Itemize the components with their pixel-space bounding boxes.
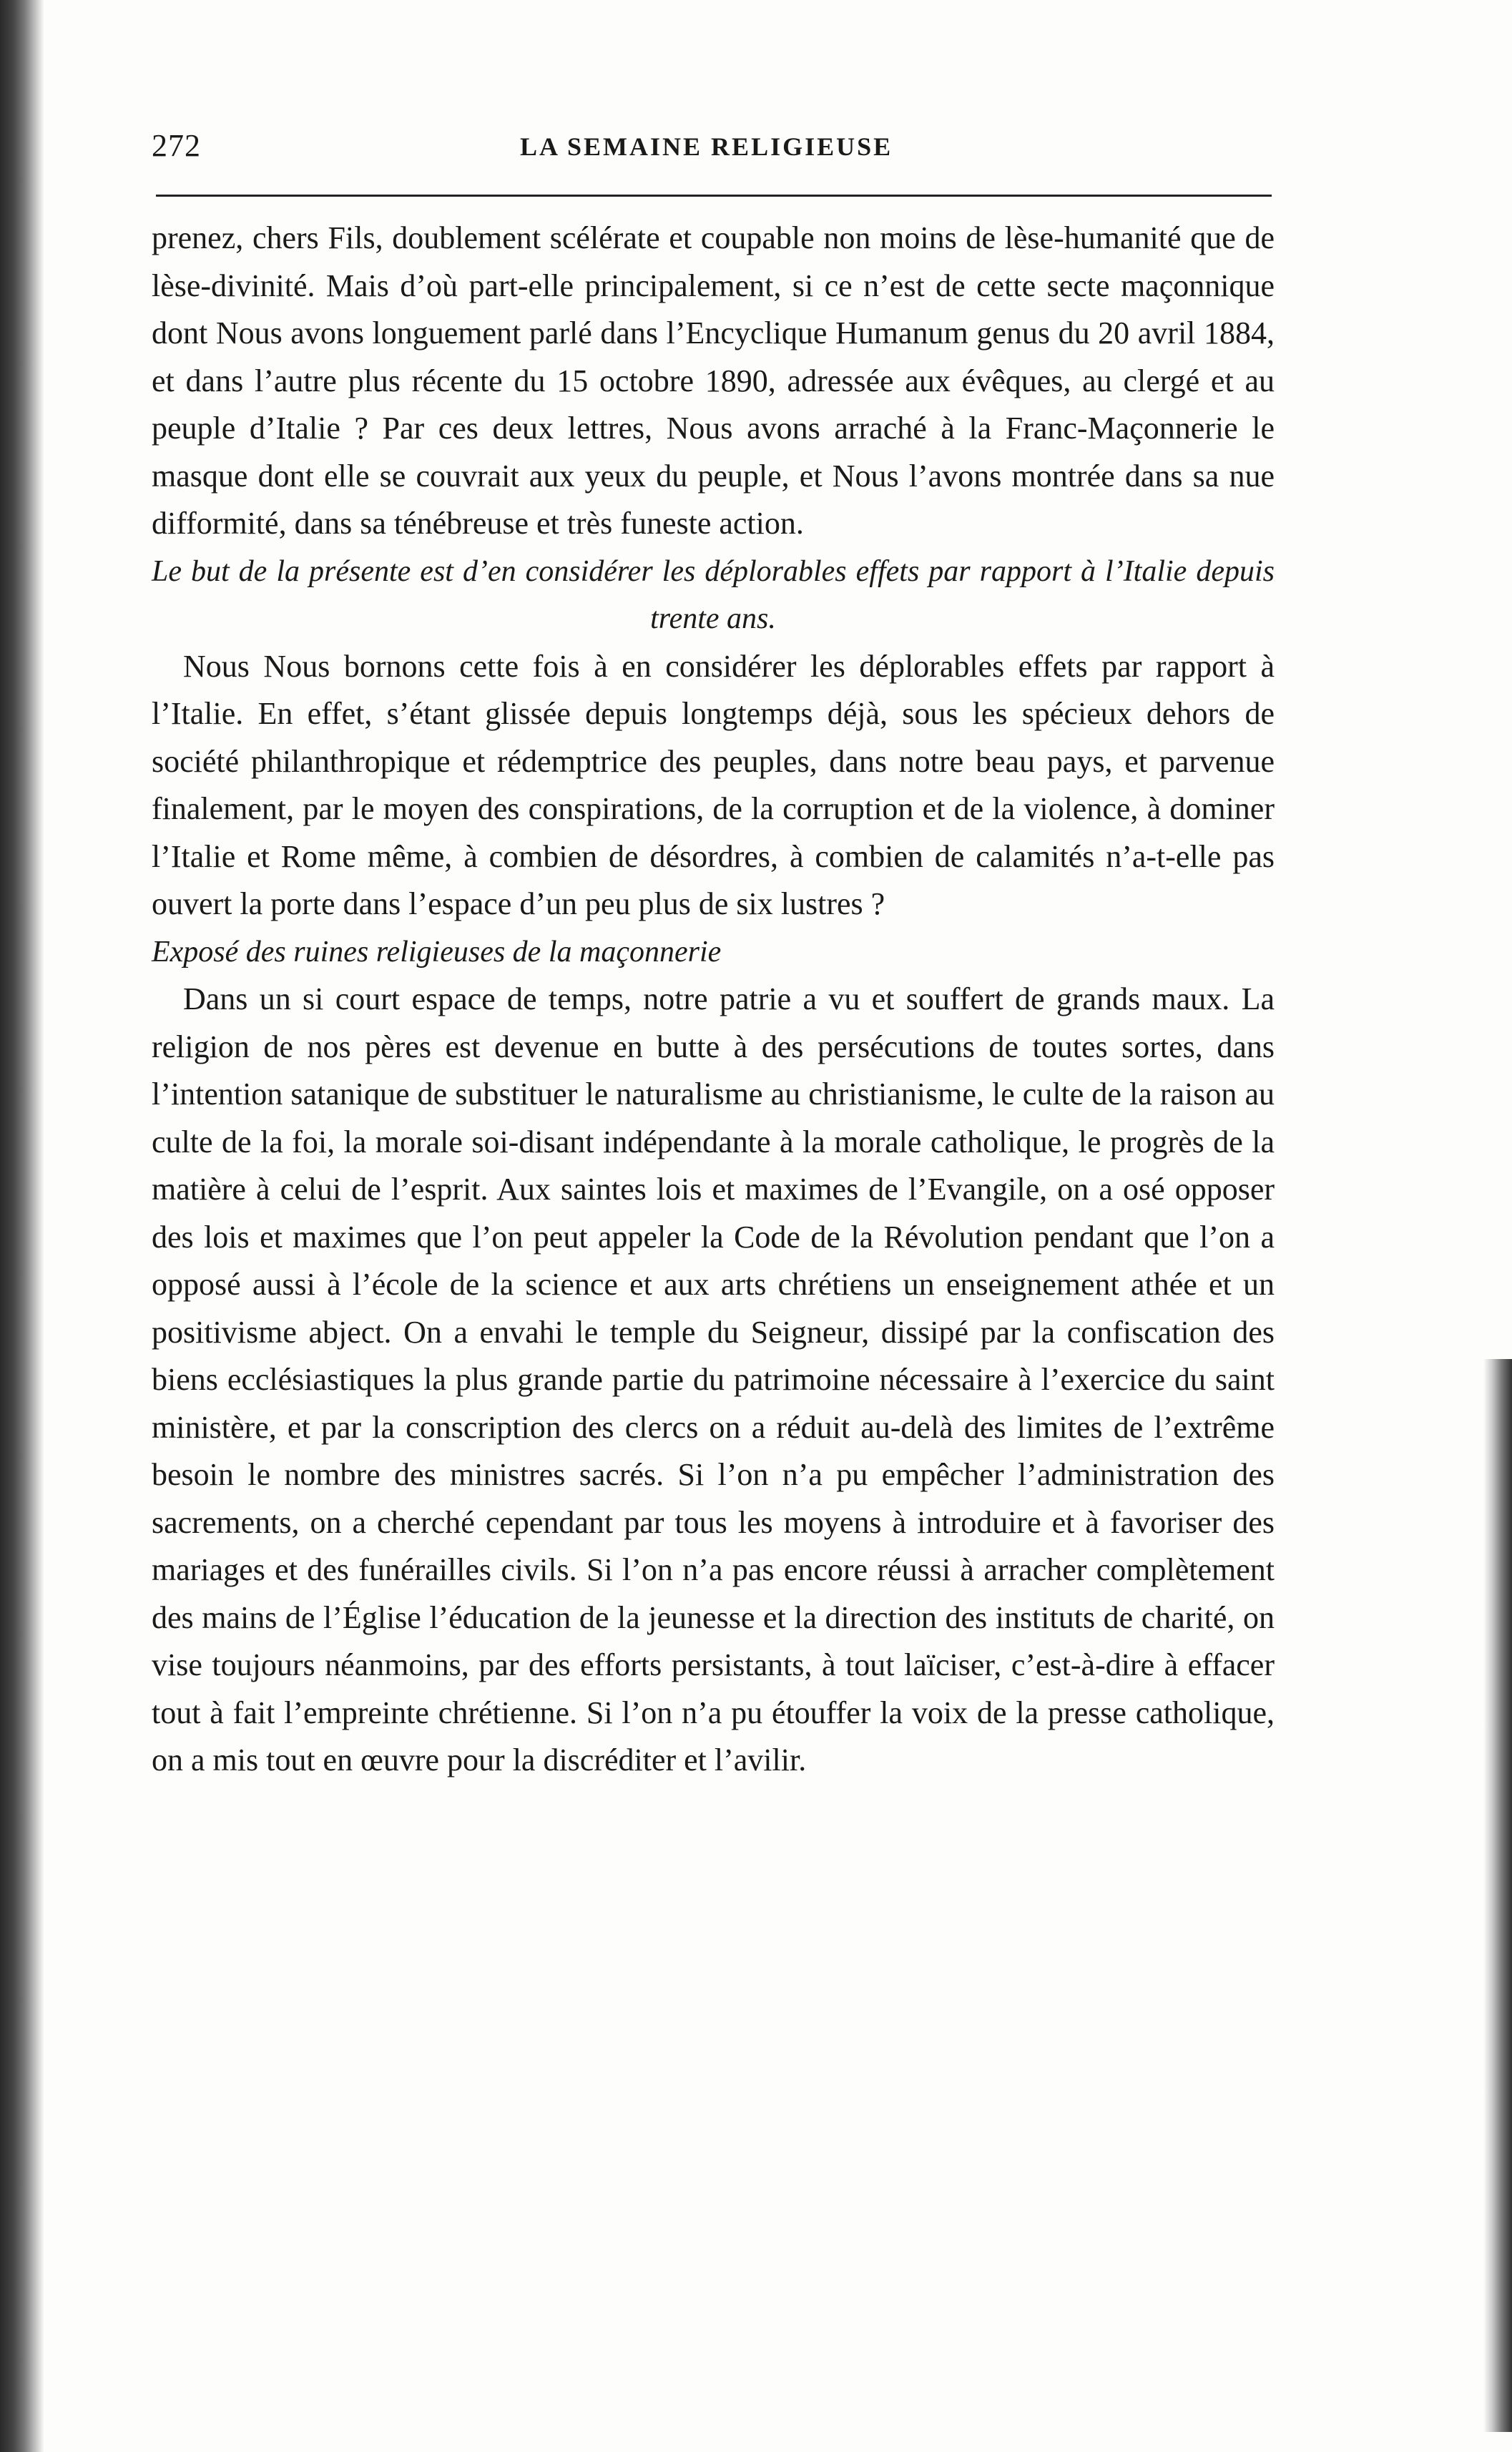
page-header xyxy=(152,127,1267,170)
header-rule xyxy=(156,195,1272,197)
section-subheading: Le but de la présente est d’en considérer les déplorables effets par rapport à l’Italie depuis trente ans. xyxy=(152,554,1275,635)
section-subheading: Exposé des ruines religieuses de la maçonnerie xyxy=(152,935,722,968)
paragraph: prenez, chers Fils, doublement scélérate et coupable non moins de lèse-humanité que de lèse-divinité. Mais d’où part-elle principalement, si ce n’est de cette secte maçonnique dont Nous avons longuement parlé dans l’Encyclique Humanum genus du 20 avril 1884, et dans l’autre plus récente du 15 octobre 1890, adressée aux évêques, au clergé et au peuple d’Italie ? Par ces deux lettres, Nous avons arraché à la Franc-Maçonnerie le masque dont elle se couvrait aux yeux du peuple, et Nous l’avons montrée dans sa nue difformité, dans sa ténébreuse et très funeste action. xyxy=(152,220,1275,541)
binding-shadow xyxy=(0,0,44,2452)
paragraph: Dans un si court espace de temps, notre patrie a vu et souffert de grands maux. La religion de nos pères est devenue en butte à des persécutions de toutes sortes, dans l’intention satanique de substituer le naturalisme au christianisme, le culte de la raison au culte de la foi, la morale soi-disant indépendante à la morale catholique, le progrès de la matière à celui de l’esprit. Aux saintes lois et maximes de l’Evangile, on a osé opposer des lois et maximes que l’on peut appeler la Code de la Révolution pendant que l’on a opposé aussi à l’école de la science et aux arts chrétiens un enseignement athée et un positivisme abject. On a envahi le temple du Seigneur, dissipé par la confiscation des biens ecclésiastiques la plus grande partie du patrimoine nécessaire à l’exercice du saint ministère, et par la conscription des clercs on a réduit au-delà des limites de l’extrême besoin le nombre des ministres sacrés. Si l’on n’a pu empêcher l’administration des sacrements, on a cherché cependant par tous les moyens à introduire et à favoriser des mariages et des funérailles civils. Si l’on n’a pas encore réussi à arracher complètement des mains de l’Église l’éducation de la jeunesse et la direction des instituts de charité, on vise toujours néanmoins, par des efforts persistants, à tout laïciser, c’est-à-dire à effacer tout à fait l’empreinte chrétienne. Si l’on n’a pu étouffer la voix de la presse catholique, on a mis tout en œuvre pour la discréditer et l’avilir. xyxy=(152,981,1275,1777)
main-text xyxy=(152,215,1275,1785)
page-edge-shadow xyxy=(1483,1359,1512,2432)
paragraph: Nous Nous bornons cette fois à en considérer les déplorables effets par rapport à l’Italie. En effet, s’étant glissée depuis longtemps déjà, sous les spécieux dehors de société philanthropique et rédemptrice des peuples, dans notre beau pays, et parvenue finalement, par le moyen des conspirations, de la corruption et de la violence, à dominer l’Italie et Rome même, à combien de désordres, à combien de calamités n’a-t-elle pas ouvert la porte dans l’espace d’un peu plus de six lustres ? xyxy=(152,648,1275,921)
running-head: LA SEMAINE RELIGIEUSE xyxy=(520,132,893,161)
page-number: 272 xyxy=(152,128,201,163)
